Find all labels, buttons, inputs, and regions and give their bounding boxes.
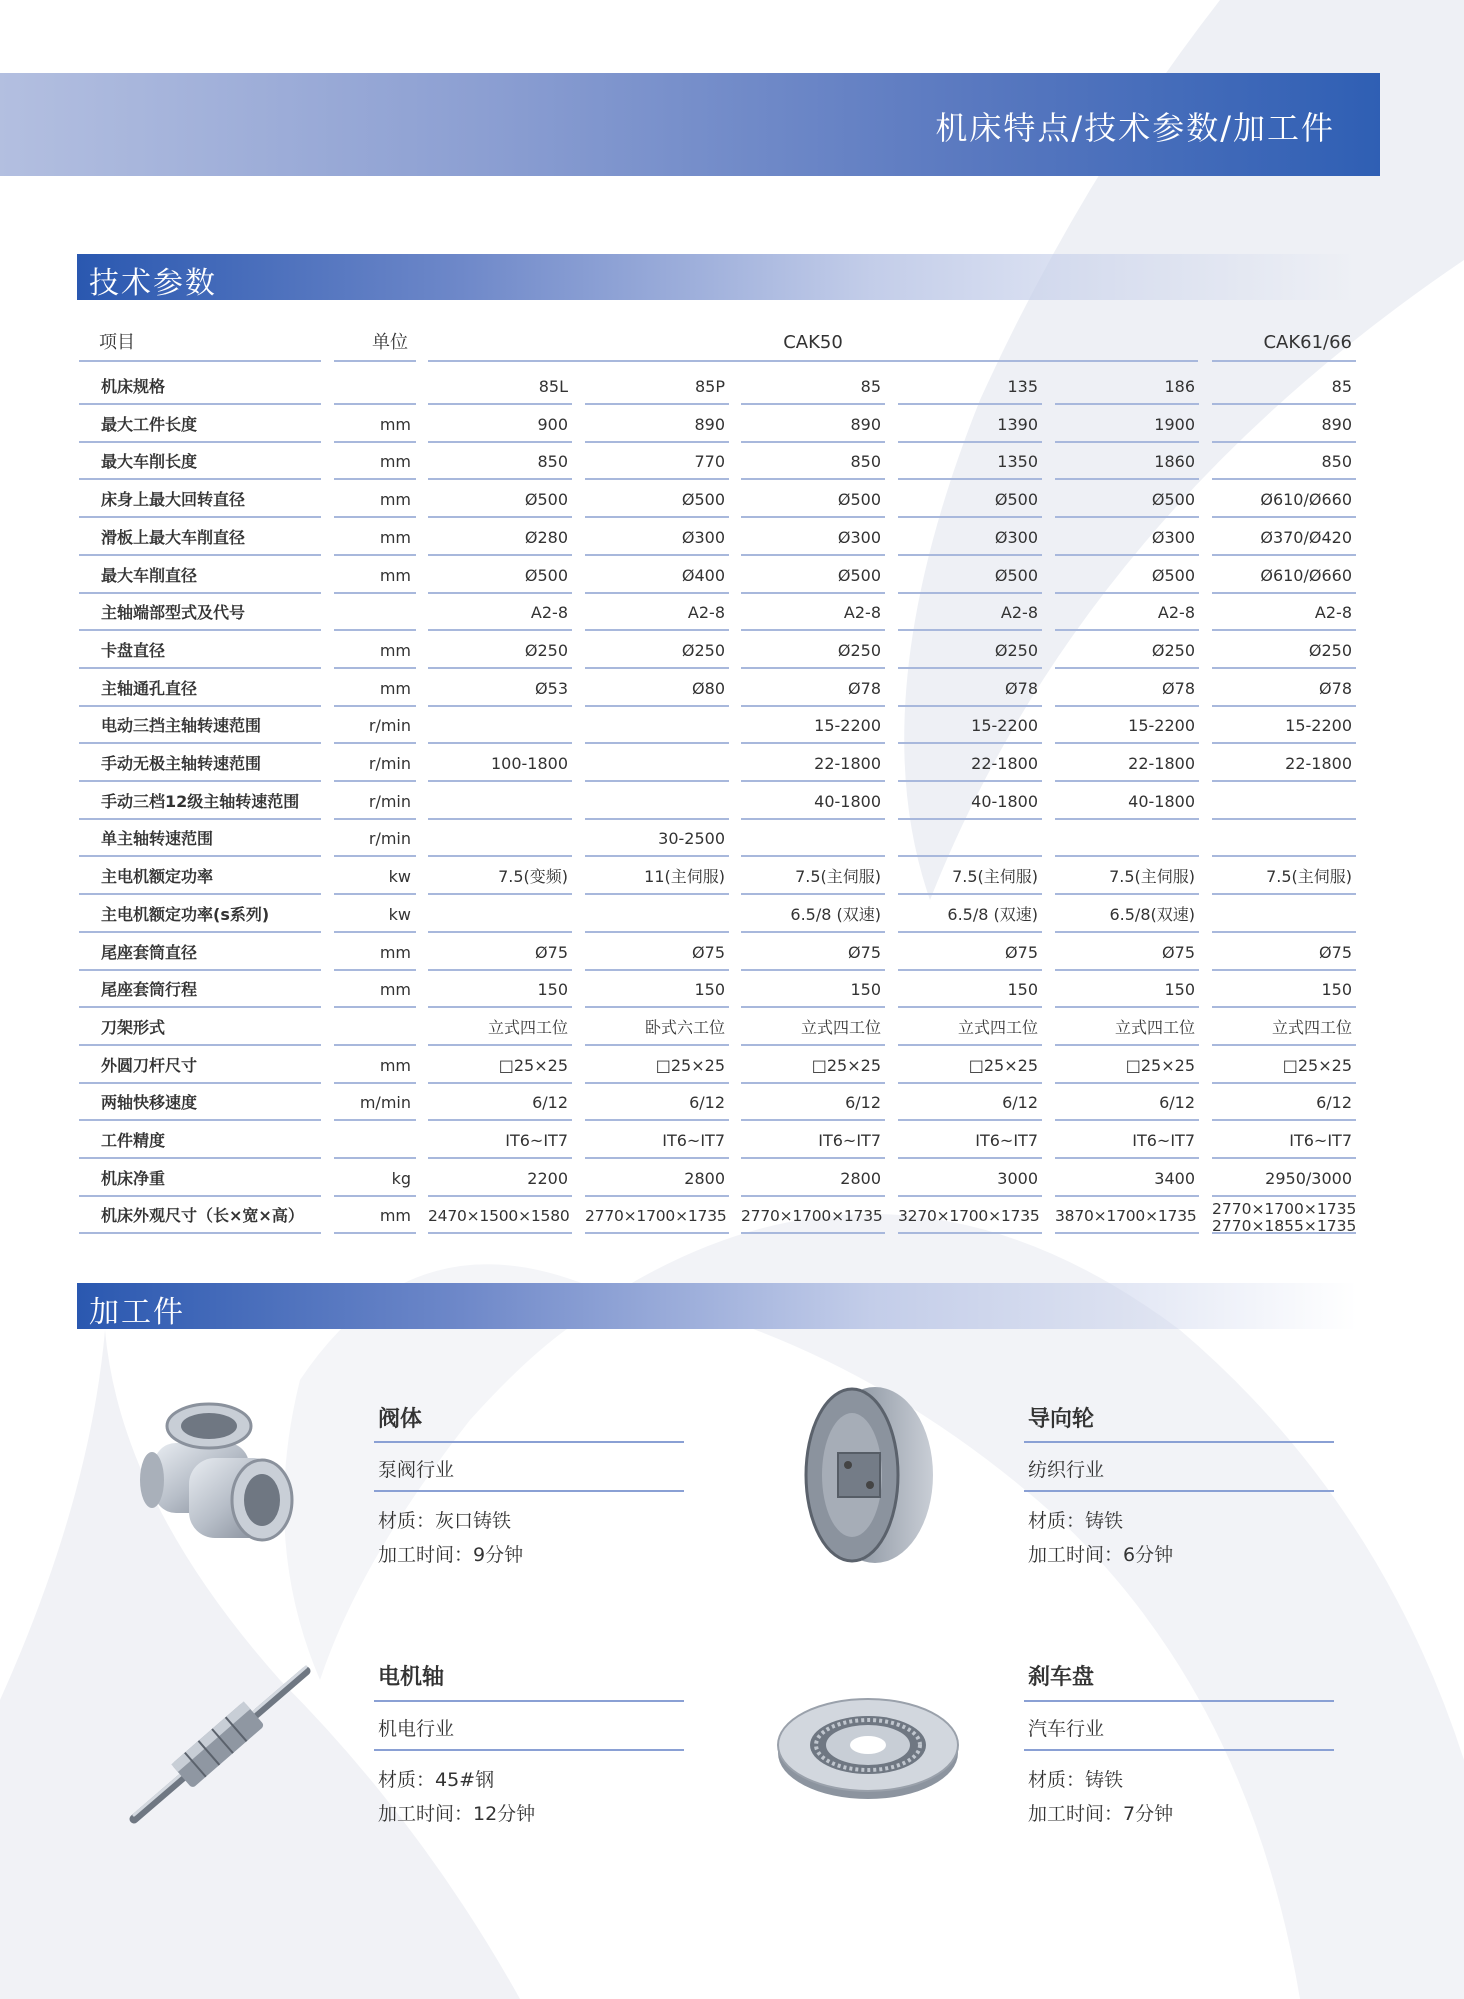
row-value: Ø75 xyxy=(585,935,729,971)
row-unit: mm xyxy=(334,671,416,707)
row-value: Ø78 xyxy=(1055,671,1199,707)
row-value: 150 xyxy=(1212,972,1356,1008)
guide-wheel-image xyxy=(800,1383,935,1568)
row-value: 6.5/8(双速) xyxy=(1055,897,1199,933)
row-value: 85 xyxy=(741,369,885,405)
row-value xyxy=(898,821,1042,857)
row-value: 3400 xyxy=(1055,1161,1199,1197)
row-value: A2-8 xyxy=(585,595,729,631)
row-value xyxy=(428,897,572,933)
row-value: A2-8 xyxy=(741,595,885,631)
row-value: 立式四工位 xyxy=(1055,1010,1199,1046)
col-header-cak61-66: CAK61/66 xyxy=(1212,324,1356,362)
row-value: Ø300 xyxy=(741,520,885,556)
row-value: 900 xyxy=(428,407,572,443)
row-unit: mm xyxy=(334,482,416,518)
row-value: 6/12 xyxy=(1212,1085,1356,1121)
row-value xyxy=(585,897,729,933)
row-label: 两轴快移速度 xyxy=(79,1085,321,1121)
row-value: □25×25 xyxy=(428,1048,572,1084)
row-value: 1860 xyxy=(1055,444,1199,480)
row-value: 890 xyxy=(741,407,885,443)
divider xyxy=(1024,1441,1334,1443)
row-value: 2470×1500×1580 xyxy=(428,1198,572,1234)
spec-section-header xyxy=(77,254,1357,300)
row-unit xyxy=(334,369,416,405)
workpiece-time: 加工时间：6分钟 xyxy=(1028,1544,1174,1566)
row-value: 22-1800 xyxy=(1055,746,1199,782)
row-value: 6/12 xyxy=(1055,1085,1199,1121)
row-value: Ø500 xyxy=(428,482,572,518)
row-value: 7.5(主伺服) xyxy=(1055,859,1199,895)
row-value: 40-1800 xyxy=(1055,784,1199,820)
row-unit: mm xyxy=(334,444,416,480)
row-value: A2-8 xyxy=(1055,595,1199,631)
row-value: 30-2500 xyxy=(585,821,729,857)
brake-disc-image xyxy=(774,1695,962,1803)
spec-section-title: 技术参数 xyxy=(89,266,217,301)
row-value: 2770×1700×1735 xyxy=(741,1198,885,1234)
row-value: Ø300 xyxy=(585,520,729,556)
row-value: 40-1800 xyxy=(898,784,1042,820)
row-label: 尾座套筒直径 xyxy=(79,935,321,971)
row-value: 6.5/8 (双速) xyxy=(898,897,1042,933)
row-label: 最大工件长度 xyxy=(79,407,321,443)
row-value xyxy=(741,821,885,857)
row-value xyxy=(1212,821,1356,857)
row-value: 1900 xyxy=(1055,407,1199,443)
row-value xyxy=(585,784,729,820)
row-value: Ø78 xyxy=(741,671,885,707)
row-unit: mm xyxy=(334,407,416,443)
row-unit: kw xyxy=(334,859,416,895)
row-unit: mm xyxy=(334,520,416,556)
row-value xyxy=(428,708,572,744)
workpiece-material: 材质：45#钢 xyxy=(378,1769,495,1791)
row-value: 3270×1700×1735 xyxy=(898,1198,1042,1234)
workpiece-industry: 纺织行业 xyxy=(1028,1459,1105,1481)
row-label: 机床规格 xyxy=(79,369,321,405)
row-value: Ø75 xyxy=(1212,935,1356,971)
workpiece-material: 材质：灰口铸铁 xyxy=(378,1510,512,1532)
row-value: 2770×1700×1735 xyxy=(585,1198,729,1234)
row-value: Ø250 xyxy=(1212,633,1356,669)
row-value: IT6~IT7 xyxy=(898,1123,1042,1159)
row-value: 7.5(主伺服) xyxy=(1212,859,1356,895)
divider xyxy=(374,1749,684,1751)
row-value: 85 xyxy=(1212,369,1356,405)
workpiece-time: 加工时间：7分钟 xyxy=(1028,1803,1174,1825)
row-unit: m/min xyxy=(334,1085,416,1121)
row-value: 1390 xyxy=(898,407,1042,443)
row-value: 186 xyxy=(1055,369,1199,405)
row-unit: r/min xyxy=(334,708,416,744)
workpiece-material: 材质：铸铁 xyxy=(1028,1510,1124,1532)
row-value: Ø250 xyxy=(1055,633,1199,669)
workpiece-industry: 汽车行业 xyxy=(1028,1718,1105,1740)
row-value: Ø78 xyxy=(898,671,1042,707)
row-value: Ø250 xyxy=(741,633,885,669)
row-value: 150 xyxy=(428,972,572,1008)
row-value: 85L xyxy=(428,369,572,405)
workpiece-material: 材质：铸铁 xyxy=(1028,1769,1124,1791)
row-label: 机床外观尺寸（长×宽×高） xyxy=(79,1198,321,1234)
row-label: 滑板上最大车削直径 xyxy=(79,520,321,556)
row-value: Ø610/Ø660 xyxy=(1212,558,1356,594)
workpiece-industry: 机电行业 xyxy=(378,1718,455,1740)
row-value: 150 xyxy=(898,972,1042,1008)
row-label: 单主轴转速范围 xyxy=(79,821,321,857)
row-value: 2950/3000 xyxy=(1212,1161,1356,1197)
workpiece-section-header xyxy=(77,1283,1357,1329)
row-value: IT6~IT7 xyxy=(428,1123,572,1159)
col-header-unit: 单位 xyxy=(334,324,416,362)
row-unit: mm xyxy=(334,1198,416,1234)
row-value: Ø75 xyxy=(428,935,572,971)
row-label: 最大车削长度 xyxy=(79,444,321,480)
row-value: Ø280 xyxy=(428,520,572,556)
row-value xyxy=(428,784,572,820)
workpiece-industry: 泵阀行业 xyxy=(378,1459,455,1481)
row-value: 150 xyxy=(741,972,885,1008)
workpiece-name: 电机轴 xyxy=(378,1665,445,1690)
row-value: □25×25 xyxy=(898,1048,1042,1084)
row-value: IT6~IT7 xyxy=(741,1123,885,1159)
row-value: 890 xyxy=(1212,407,1356,443)
divider xyxy=(1024,1700,1334,1702)
row-label: 床身上最大回转直径 xyxy=(79,482,321,518)
row-value: 850 xyxy=(741,444,885,480)
row-value: 150 xyxy=(585,972,729,1008)
row-value: 6/12 xyxy=(741,1085,885,1121)
row-value: Ø75 xyxy=(1055,935,1199,971)
valve-body-image xyxy=(134,1398,302,1556)
row-value: A2-8 xyxy=(898,595,1042,631)
row-label: 主轴通孔直径 xyxy=(79,671,321,707)
row-unit: mm xyxy=(334,1048,416,1084)
row-value: Ø250 xyxy=(585,633,729,669)
row-value: 1350 xyxy=(898,444,1042,480)
row-label: 最大车削直径 xyxy=(79,558,321,594)
motor-shaft-image xyxy=(126,1665,314,1825)
row-value xyxy=(585,746,729,782)
row-value: 2200 xyxy=(428,1161,572,1197)
row-value: 7.5(变频) xyxy=(428,859,572,895)
workpiece-section-title: 加工件 xyxy=(89,1295,185,1330)
row-value: 2800 xyxy=(585,1161,729,1197)
row-label: 手动无极主轴转速范围 xyxy=(79,746,321,782)
row-value: 100-1800 xyxy=(428,746,572,782)
workpiece-name: 导向轮 xyxy=(1028,1407,1095,1432)
row-value: Ø500 xyxy=(898,482,1042,518)
row-label: 刀架形式 xyxy=(79,1010,321,1046)
row-unit: r/min xyxy=(334,784,416,820)
row-value: Ø80 xyxy=(585,671,729,707)
row-value: Ø500 xyxy=(741,558,885,594)
divider xyxy=(374,1490,684,1492)
row-unit: mm xyxy=(334,935,416,971)
row-value: Ø250 xyxy=(898,633,1042,669)
row-value: 7.5(主伺服) xyxy=(741,859,885,895)
row-value: Ø300 xyxy=(1055,520,1199,556)
row-value: □25×25 xyxy=(1212,1048,1356,1084)
row-value xyxy=(585,708,729,744)
row-value: 6/12 xyxy=(428,1085,572,1121)
divider xyxy=(374,1700,684,1702)
row-value: 770 xyxy=(585,444,729,480)
row-value: Ø610/Ø660 xyxy=(1212,482,1356,518)
row-value: 135 xyxy=(898,369,1042,405)
row-value: 6/12 xyxy=(585,1085,729,1121)
row-value xyxy=(1212,897,1356,933)
row-value: Ø250 xyxy=(428,633,572,669)
row-value: 15-2200 xyxy=(1055,708,1199,744)
row-value: Ø500 xyxy=(1055,482,1199,518)
col-header-item: 项目 xyxy=(79,324,321,362)
row-value: 立式四工位 xyxy=(898,1010,1042,1046)
row-label: 机床净重 xyxy=(79,1161,321,1197)
row-value: 85P xyxy=(585,369,729,405)
row-value: 3870×1700×1735 xyxy=(1055,1198,1199,1234)
row-unit: mm xyxy=(334,633,416,669)
row-value: 15-2200 xyxy=(898,708,1042,744)
divider xyxy=(374,1441,684,1443)
workpiece-name: 阀体 xyxy=(378,1407,423,1432)
row-value: Ø500 xyxy=(1055,558,1199,594)
row-label: 手动三档12级主轴转速范围 xyxy=(79,784,321,820)
row-value: □25×25 xyxy=(741,1048,885,1084)
workpiece-time: 加工时间：12分钟 xyxy=(378,1803,536,1825)
row-value: Ø75 xyxy=(898,935,1042,971)
row-unit xyxy=(334,595,416,631)
row-value: □25×25 xyxy=(1055,1048,1199,1084)
row-value: Ø500 xyxy=(585,482,729,518)
row-unit: mm xyxy=(334,972,416,1008)
row-value: Ø500 xyxy=(898,558,1042,594)
row-value xyxy=(1055,821,1199,857)
row-value: Ø75 xyxy=(741,935,885,971)
row-value: 40-1800 xyxy=(741,784,885,820)
row-value: 22-1800 xyxy=(741,746,885,782)
row-value: Ø370/Ø420 xyxy=(1212,520,1356,556)
row-value: 2800 xyxy=(741,1161,885,1197)
row-value: 15-2200 xyxy=(1212,708,1356,744)
row-value: 890 xyxy=(585,407,729,443)
row-value: Ø300 xyxy=(898,520,1042,556)
row-value: 11(主伺服) xyxy=(585,859,729,895)
row-label: 工件精度 xyxy=(79,1123,321,1159)
page-title: 机床特点/技术参数/加工件 xyxy=(935,109,1335,147)
row-value: 立式四工位 xyxy=(1212,1010,1356,1046)
row-value: 22-1800 xyxy=(1212,746,1356,782)
row-value: A2-8 xyxy=(1212,595,1356,631)
row-value: 6.5/8 (双速) xyxy=(741,897,885,933)
workpiece-name: 刹车盘 xyxy=(1028,1665,1095,1690)
row-value: 850 xyxy=(1212,444,1356,480)
row-value: Ø53 xyxy=(428,671,572,707)
row-value: 6/12 xyxy=(898,1085,1042,1121)
row-value: 150 xyxy=(1055,972,1199,1008)
row-unit: r/min xyxy=(334,746,416,782)
row-value: IT6~IT7 xyxy=(1212,1123,1356,1159)
row-value: 立式四工位 xyxy=(741,1010,885,1046)
row-value: Ø78 xyxy=(1212,671,1356,707)
row-value: 立式四工位 xyxy=(428,1010,572,1046)
row-value: Ø500 xyxy=(741,482,885,518)
row-value: 850 xyxy=(428,444,572,480)
row-unit: kg xyxy=(334,1161,416,1197)
row-unit: kw xyxy=(334,897,416,933)
row-value: IT6~IT7 xyxy=(585,1123,729,1159)
row-label: 主轴端部型式及代号 xyxy=(79,595,321,631)
row-value: A2-8 xyxy=(428,595,572,631)
divider xyxy=(1024,1749,1334,1751)
row-value-line: 2770×1855×1735 xyxy=(1212,1217,1357,1235)
row-unit: r/min xyxy=(334,821,416,857)
row-value: 3000 xyxy=(898,1161,1042,1197)
row-unit: mm xyxy=(334,558,416,594)
row-label: 尾座套筒行程 xyxy=(79,972,321,1008)
row-label: 主电机额定功率(s系列) xyxy=(79,897,321,933)
row-value: Ø500 xyxy=(428,558,572,594)
row-value: 7.5(主伺服) xyxy=(898,859,1042,895)
workpiece-time: 加工时间：9分钟 xyxy=(378,1544,524,1566)
row-value: Ø400 xyxy=(585,558,729,594)
row-value: IT6~IT7 xyxy=(1055,1123,1199,1159)
row-unit xyxy=(334,1123,416,1159)
row-value: 22-1800 xyxy=(898,746,1042,782)
row-label: 电动三挡主轴转速范围 xyxy=(79,708,321,744)
row-label: 主电机额定功率 xyxy=(79,859,321,895)
row-value-line: 2770×1700×1735 xyxy=(1212,1200,1357,1218)
row-value: □25×25 xyxy=(585,1048,729,1084)
row-unit xyxy=(334,1010,416,1046)
row-value: 卧式六工位 xyxy=(585,1010,729,1046)
row-value xyxy=(1212,1198,1356,1234)
divider xyxy=(1024,1490,1334,1492)
row-label: 卡盘直径 xyxy=(79,633,321,669)
row-value: 15-2200 xyxy=(741,708,885,744)
header-banner xyxy=(0,73,1380,176)
row-label: 外圆刀杆尺寸 xyxy=(79,1048,321,1084)
col-header-cak50: CAK50 xyxy=(428,324,1198,362)
row-value xyxy=(1212,784,1356,820)
row-value xyxy=(428,821,572,857)
